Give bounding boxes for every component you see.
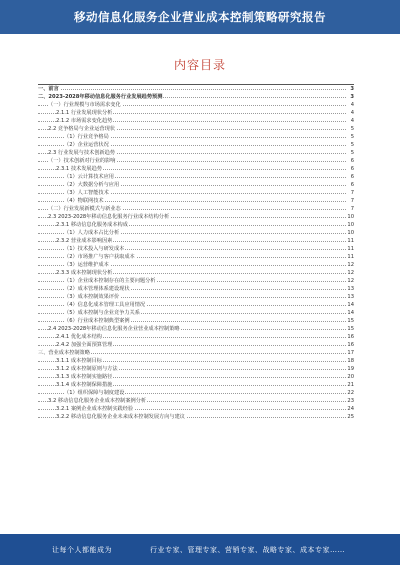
toc-entry-page: 16 bbox=[347, 334, 354, 340]
toc-leader-dots bbox=[38, 89, 346, 90]
toc-entry-page: 13 bbox=[347, 286, 354, 292]
toc-entry-label: （2）大数据分析与应用 bbox=[64, 182, 120, 188]
toc-entry-label: （6）行业成本控制典型案例 bbox=[64, 318, 130, 324]
toc-entry-label: （2）市场推广与客户获取成本 bbox=[64, 254, 135, 260]
toc-entry-page: 19 bbox=[347, 366, 354, 372]
toc-entry[interactable] bbox=[38, 141, 354, 149]
footer-slogan: 让每个人都能成为 bbox=[52, 546, 112, 554]
footer-bar bbox=[0, 534, 400, 565]
toc-entry[interactable] bbox=[38, 397, 354, 405]
toc-entry-page: 18 bbox=[347, 358, 354, 364]
toc-entry[interactable] bbox=[38, 309, 354, 317]
toc-entry-label: （2）企业运营状况 bbox=[64, 142, 109, 148]
toc-entry[interactable] bbox=[38, 173, 354, 181]
toc-entry-page: 15 bbox=[347, 326, 354, 332]
toc-entry[interactable] bbox=[38, 365, 354, 373]
toc-entry[interactable] bbox=[38, 93, 354, 101]
toc-entry[interactable] bbox=[38, 253, 354, 261]
toc-entry-page: 5 bbox=[350, 126, 354, 132]
toc-entry-label: （1）人力成本占比分析 bbox=[64, 230, 120, 236]
toc-entry-label: 2.3.1 技术发展趋势 bbox=[56, 166, 102, 172]
toc-entry-label: （5）成本控制与企业竞争力关系 bbox=[64, 310, 140, 316]
toc-entry[interactable] bbox=[38, 101, 354, 109]
toc-title: 内容目录 bbox=[173, 58, 226, 72]
toc-entry[interactable] bbox=[38, 133, 354, 141]
report-title: 移动信息化服务企业营业成本控制策略研究报告 bbox=[74, 10, 326, 24]
toc-entry-label: （1）云计算技术应用 bbox=[64, 174, 114, 180]
toc-entry-page: 6 bbox=[350, 158, 354, 164]
toc-entry[interactable] bbox=[38, 261, 354, 269]
table-of-contents bbox=[38, 84, 354, 421]
toc-entry-page: 12 bbox=[347, 278, 354, 284]
toc-entry-page: 6 bbox=[350, 182, 354, 188]
toc-entry-page: 4 bbox=[350, 102, 354, 108]
toc-entry[interactable] bbox=[38, 245, 354, 253]
toc-entry-page: 14 bbox=[347, 310, 354, 316]
toc-entry-page: 20 bbox=[347, 374, 354, 380]
toc-entry[interactable] bbox=[38, 285, 354, 293]
toc-entry-label: （3）人工智能技术 bbox=[64, 190, 109, 196]
toc-entry-page: 10 bbox=[347, 230, 354, 236]
toc-entry[interactable] bbox=[38, 229, 354, 237]
toc-entry-label: 2.1.1 行业发展现状分析 bbox=[56, 110, 113, 116]
toc-entry[interactable] bbox=[38, 333, 354, 341]
toc-entry[interactable] bbox=[38, 293, 354, 301]
toc-entry-label: （一）技术创新对行业的影响 bbox=[48, 158, 116, 164]
toc-entry[interactable] bbox=[38, 357, 354, 365]
toc-entry[interactable] bbox=[38, 373, 354, 381]
toc-entry-page: 4 bbox=[350, 110, 354, 116]
toc-entry-page: 11 bbox=[347, 238, 354, 244]
toc-entry-page: 24 bbox=[347, 406, 354, 412]
toc-entry[interactable] bbox=[38, 325, 354, 333]
toc-entry[interactable] bbox=[38, 341, 354, 349]
toc-entry-page: 13 bbox=[347, 294, 354, 300]
toc-entry-page: 6 bbox=[350, 166, 354, 172]
toc-entry-page: 17 bbox=[347, 350, 354, 356]
toc-entry-label: 3.2.2 移动信息化服务企业未来成本控制发展方向与建议 bbox=[56, 414, 185, 420]
toc-entry-page: 21 bbox=[347, 382, 354, 388]
toc-entry-page: 7 bbox=[350, 198, 354, 204]
toc-entry[interactable] bbox=[38, 213, 354, 221]
toc-entry[interactable] bbox=[38, 84, 354, 93]
toc-entry-label: 2.3.3 成本控制现状分析 bbox=[56, 270, 113, 276]
toc-entry[interactable] bbox=[38, 197, 354, 205]
toc-entry-label: （1）企业成本控制存在的主要问题分析 bbox=[64, 278, 156, 284]
toc-entry-page: 7 bbox=[350, 190, 354, 196]
toc-entry[interactable] bbox=[38, 381, 354, 389]
toc-entry[interactable] bbox=[38, 317, 354, 325]
toc-entry-page: 15 bbox=[347, 318, 354, 324]
toc-entry-page: 5 bbox=[350, 150, 354, 156]
toc-entry[interactable] bbox=[38, 301, 354, 309]
toc-entry-label: 3.1.4 成本控制保障措施 bbox=[56, 382, 113, 388]
toc-entry-label: 3.1.1 成本控制目标 bbox=[56, 358, 102, 364]
toc-entry[interactable] bbox=[38, 205, 354, 213]
toc-entry-page: 12 bbox=[347, 270, 354, 276]
toc-entry-label: （1）行业竞争格局 bbox=[64, 134, 109, 140]
toc-entry-label: 三、营业成本控制策略 bbox=[38, 350, 90, 356]
toc-entry-label: （4）物联网技术 bbox=[64, 198, 104, 204]
toc-entry[interactable] bbox=[38, 109, 354, 117]
toc-entry-label: 3.1.2 成本控制原则与方法 bbox=[56, 366, 118, 372]
toc-entry[interactable] bbox=[38, 149, 354, 157]
toc-entry-label: （一）行业规模与市场需求变化 bbox=[48, 102, 121, 108]
toc-entry-label: 二、2023-2028年移动信息化服务行业发展趋势预测 bbox=[38, 94, 163, 100]
toc-entry-label: （1）组织保障与制度建设 bbox=[64, 390, 125, 396]
toc-entry-label: 2.3 行业发展与技术创新趋势 bbox=[48, 150, 115, 156]
toc-entry-label: （1）技术投入与研发成本 bbox=[64, 246, 125, 252]
toc-entry-label: 2.2 竞争格局与企业运营现状 bbox=[48, 126, 115, 132]
toc-entry-page: 5 bbox=[350, 134, 354, 140]
toc-entry-page: 5 bbox=[350, 142, 354, 148]
toc-entry-label: （2）成本管理体系建设现状 bbox=[64, 286, 130, 292]
toc-entry-page: 10 bbox=[347, 222, 354, 228]
toc-entry[interactable] bbox=[38, 413, 354, 421]
toc-entry-page: 25 bbox=[347, 414, 354, 420]
toc-entry-page: 4 bbox=[350, 118, 354, 124]
toc-entry[interactable] bbox=[38, 117, 354, 125]
footer-roles: 行业专家、管理专家、营销专家、战略专家、成本专家…… bbox=[150, 546, 345, 554]
toc-entry[interactable] bbox=[38, 389, 354, 397]
toc-entry[interactable] bbox=[38, 189, 354, 197]
toc-entry-page: 7 bbox=[350, 206, 354, 212]
toc-entry-label: （4）信息化成本管理工具应用情况 bbox=[64, 302, 146, 308]
toc-entry-label: （3）成本控制效果评价 bbox=[64, 294, 120, 300]
toc-entry-page: 3 bbox=[350, 86, 354, 92]
toc-entry-page: 3 bbox=[350, 94, 354, 100]
toc-entry[interactable] bbox=[38, 165, 354, 173]
toc-entry[interactable] bbox=[38, 277, 354, 285]
toc-entry-label: 2.4 2023-2028年移动信息化服务企业营业成本控制策略 bbox=[48, 326, 180, 332]
toc-entry-page: 6 bbox=[350, 174, 354, 180]
toc-entry[interactable] bbox=[38, 269, 354, 277]
toc-entry-label: 2.3.1 移动信息化服务成本构成 bbox=[56, 222, 128, 228]
toc-entry-page: 10 bbox=[347, 214, 354, 220]
header-bar bbox=[0, 0, 400, 34]
toc-entry-page: 12 bbox=[347, 262, 354, 268]
toc-entry[interactable] bbox=[38, 237, 354, 245]
toc-entry[interactable] bbox=[38, 349, 354, 357]
toc-entry-label: 2.3.2 营业成本影响因素 bbox=[56, 238, 113, 244]
toc-entry-page: 16 bbox=[347, 342, 354, 348]
toc-entry-label: 2.4.1 优化成本结构 bbox=[56, 334, 102, 340]
toc-entry-label: （3）运营维护成本 bbox=[64, 262, 109, 268]
toc-entry-label: 2.1.2 市场需求变化趋势 bbox=[56, 118, 113, 124]
toc-entry-label: （二）行业发展新模式与新业态 bbox=[48, 206, 121, 212]
toc-entry-label: 3.1.3 成本控制实施路径 bbox=[56, 374, 113, 380]
toc-entry-label: 一、前言 bbox=[38, 86, 59, 92]
toc-entry[interactable] bbox=[38, 181, 354, 189]
toc-entry[interactable] bbox=[38, 125, 354, 133]
toc-entry-page: 14 bbox=[347, 302, 354, 308]
toc-entry-label: 3.2.1 案例企业成本控制实践经验 bbox=[56, 406, 134, 412]
toc-entry-page: 11 bbox=[347, 254, 354, 260]
toc-entry[interactable] bbox=[38, 157, 354, 165]
toc-entry[interactable] bbox=[38, 405, 354, 413]
toc-entry-label: 3.2 移动信息化服务企业成本控制案例分析 bbox=[48, 398, 147, 404]
toc-entry-page: 22 bbox=[347, 390, 354, 396]
toc-entry-page: 11 bbox=[347, 246, 354, 252]
toc-entry[interactable] bbox=[38, 221, 354, 229]
toc-entry-page: 23 bbox=[347, 398, 354, 404]
toc-entry-label: 2.3 2023-2028年移动信息化服务行业成本结构分析 bbox=[48, 214, 170, 220]
toc-entry-label: 2.4.2 加强全面预算管理 bbox=[56, 342, 113, 348]
